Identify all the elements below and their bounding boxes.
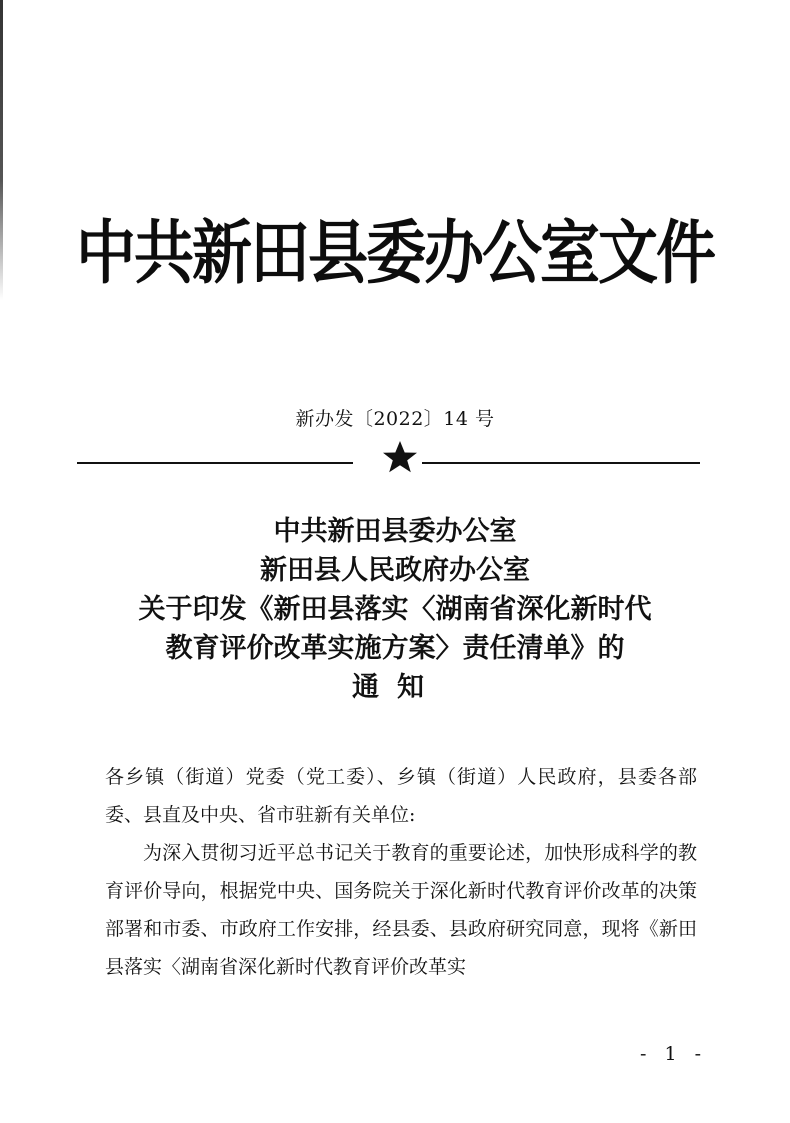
notice-title-line: 通知: [352, 672, 442, 703]
notice-title: [0, 512, 790, 707]
notice-title-line: 关于印发《新田县落实〈湖南省深化新时代: [138, 594, 652, 625]
document-body: [105, 758, 697, 986]
body-paragraph: 为深入贯彻习近平总书记关于教育的重要论述，加快形成科学的教育评价导向，根据党中央、国务院关于深化新时代教育评价改革的决策部署和市委、市政府工作安排，经县委、县政府研究同意，现将《新田县落实〈湖南省深化新时代教育评价改革实: [105, 842, 697, 978]
issuing-authority-title: 中共新田县委办公室文件: [76, 213, 714, 294]
notice-title-line: 新田县人民政府办公室: [260, 555, 530, 586]
notice-title-line: 教育评价改革实施方案〉责任清单》的: [165, 633, 625, 664]
divider-line-right: [422, 462, 700, 464]
star-icon: [380, 437, 420, 477]
page-number: - 1 -: [640, 1043, 708, 1065]
document-number: 新办发〔2022〕14 号: [295, 408, 495, 430]
addressee-paragraph: 各乡镇（街道）党委（党工委）、乡镇（街道）人民政府，县委各部委、县直及中央、省市驻新有关单位:: [105, 766, 697, 826]
notice-title-line: 中共新田县委办公室: [273, 516, 517, 547]
divider-line-left: [77, 462, 353, 464]
